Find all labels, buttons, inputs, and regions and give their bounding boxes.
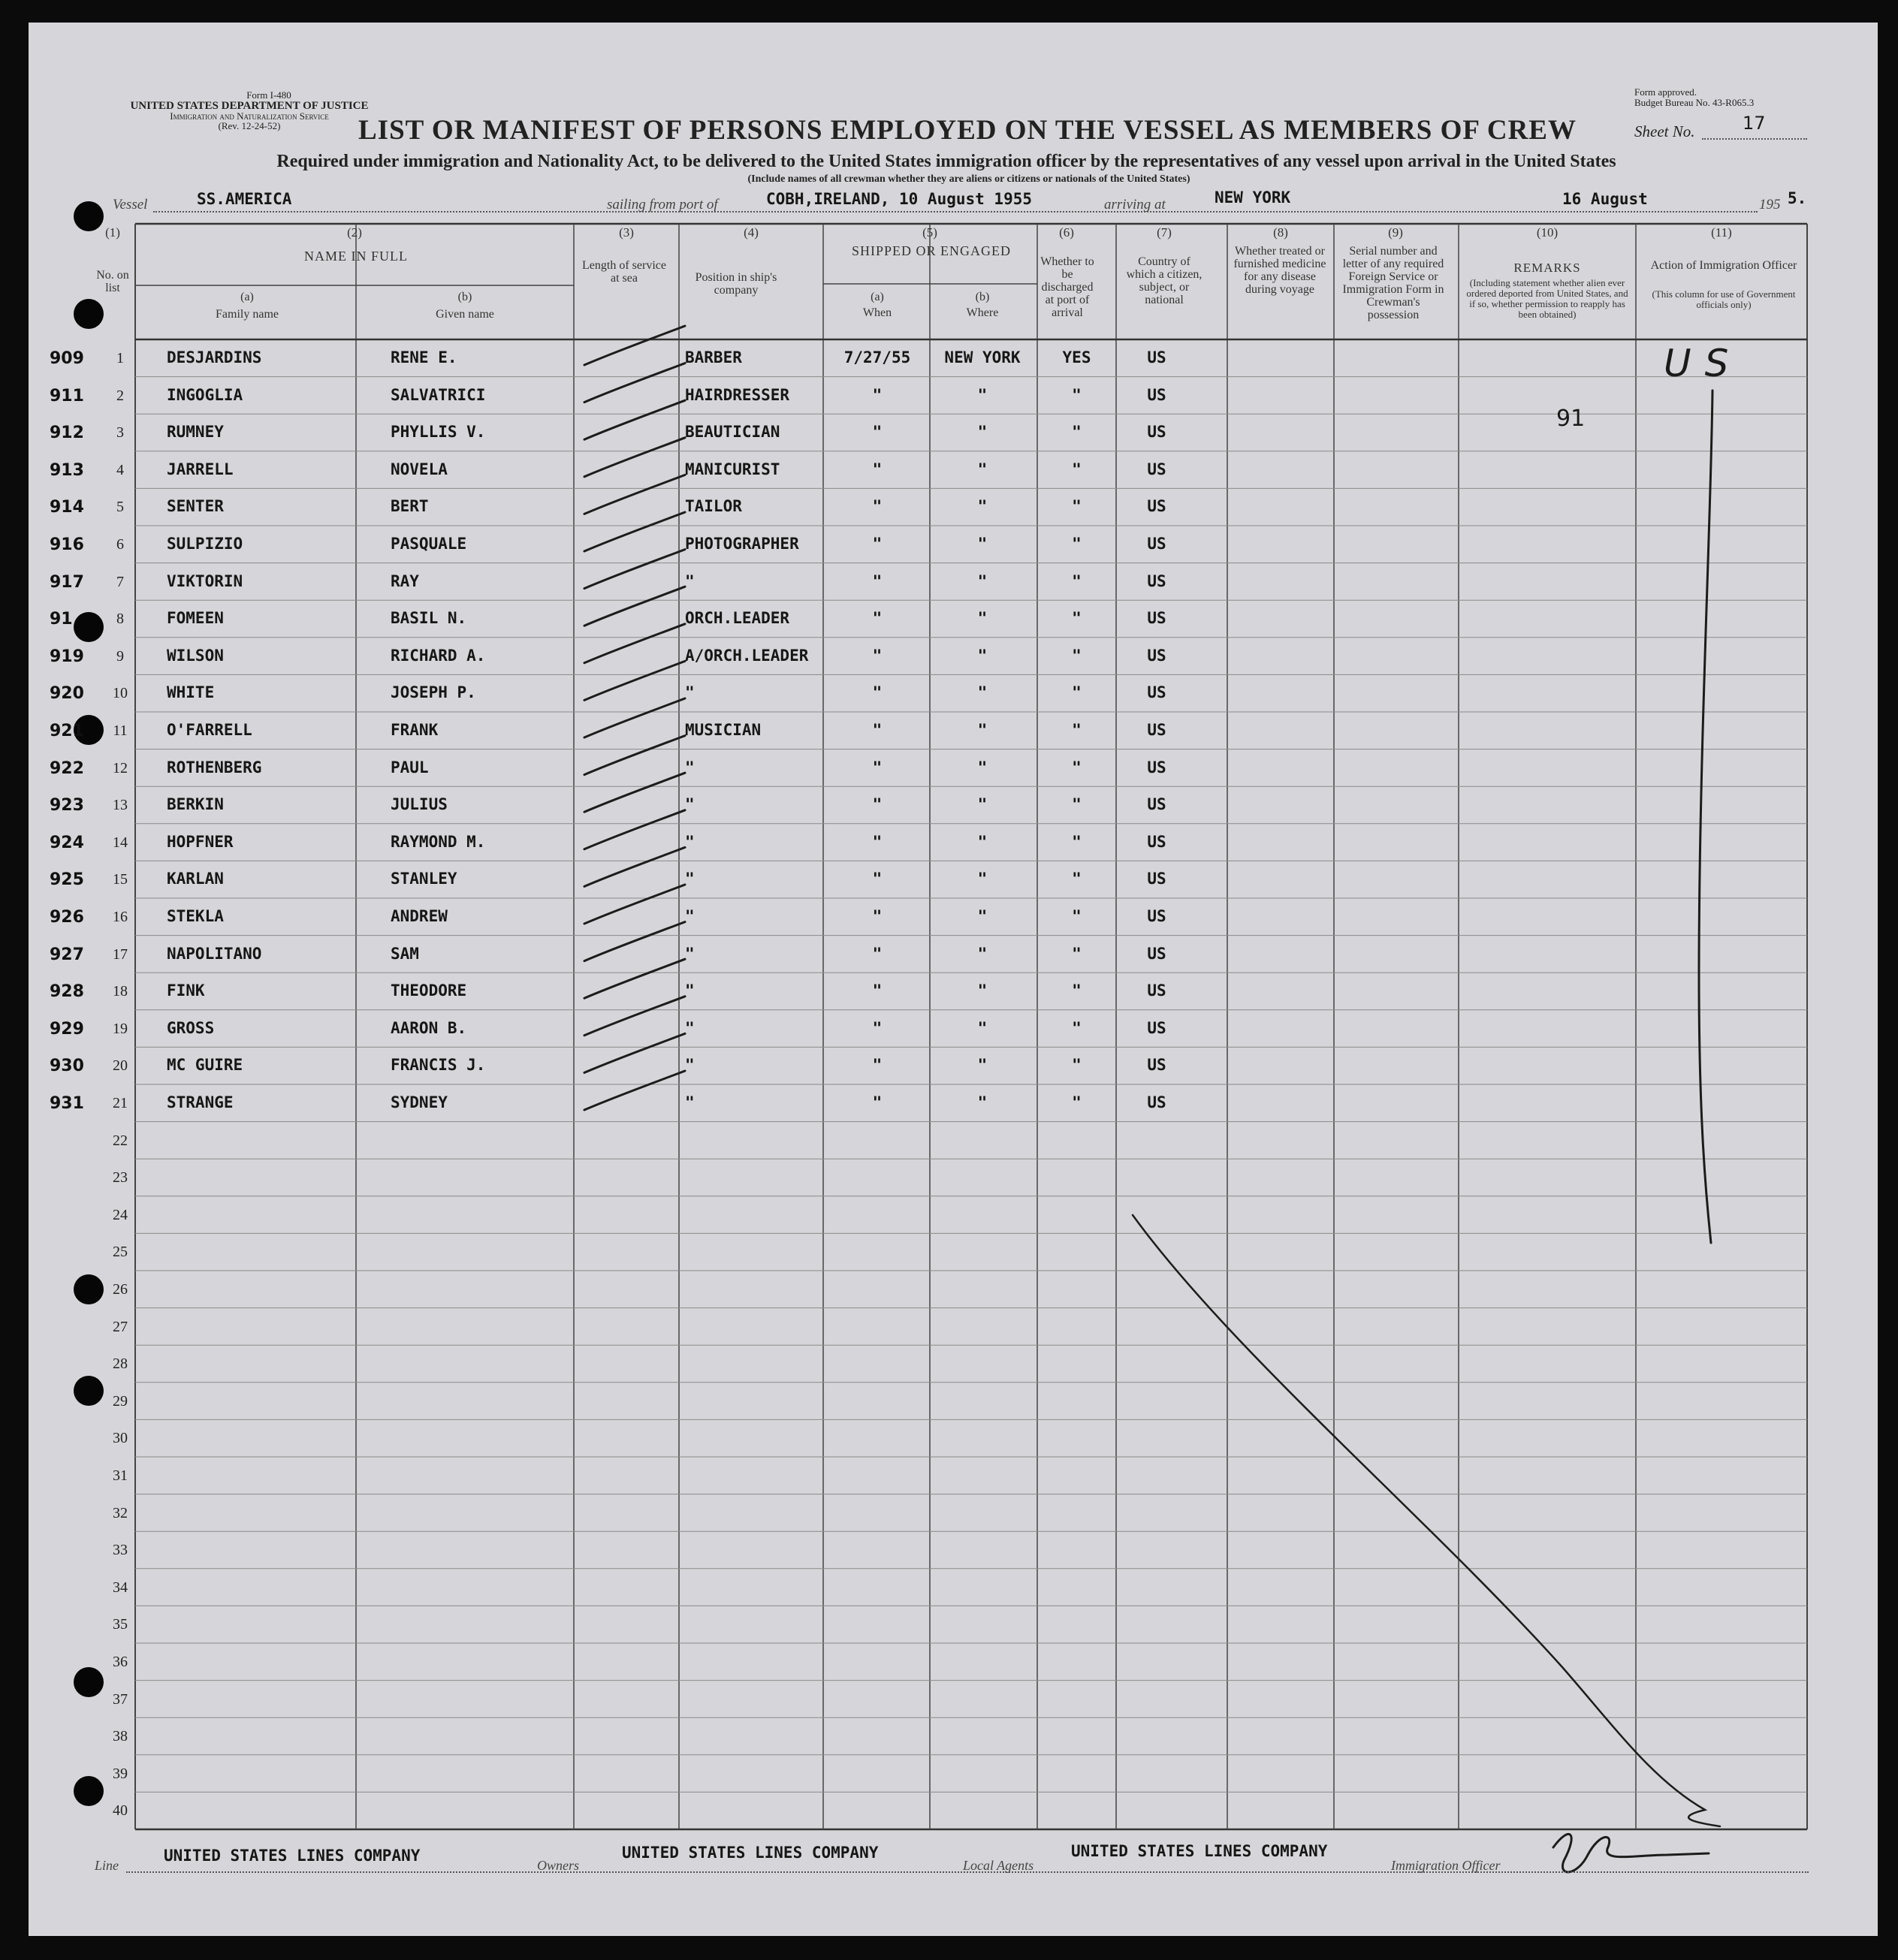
header-remarks-note: (Including statement whether alien ever ordered deported from United States, and if so, whether permission to reapply has been obtained) [1466, 277, 1628, 320]
given-name: RENE E. [391, 348, 457, 366]
row-number: 27 [113, 1318, 128, 1335]
family-name: RUMNEY [167, 423, 224, 442]
country: US [1147, 982, 1166, 1000]
header-position: Position in ship's company [695, 271, 777, 297]
check-mark [584, 661, 685, 700]
position: " [685, 758, 695, 776]
shipped-when: " [872, 423, 883, 442]
position: " [685, 1018, 695, 1037]
given-name: SAM [391, 944, 419, 963]
row-number: 15 [113, 871, 128, 888]
shipped-where: " [977, 870, 988, 888]
agents-company: UNITED STATES LINES COMPANY [1071, 1842, 1328, 1860]
shipped-where: " [977, 795, 988, 814]
check-mark [584, 624, 685, 663]
sequence-number: 924 [50, 833, 84, 852]
check-mark [584, 363, 685, 403]
row-number: 8 [116, 611, 124, 628]
service: Immigration and Naturalization Service [170, 110, 329, 122]
row-number: 36 [113, 1654, 128, 1670]
header-serial: Serial number and letter of any required Foreign Service or Immigration Form in Crewman's possession [1342, 245, 1444, 321]
given-name: FRANK [391, 721, 439, 739]
discharged: " [1072, 944, 1082, 963]
shipped-where: " [977, 460, 988, 478]
check-mark [584, 736, 685, 775]
discharged: " [1072, 497, 1082, 516]
check-mark [584, 550, 685, 589]
row-number: 12 [113, 759, 128, 776]
sheet-number: 17 [1743, 113, 1766, 134]
discharged: " [1072, 721, 1082, 739]
shipped-when: " [872, 646, 883, 665]
position: MANICURIST [685, 460, 780, 478]
family-name: ROTHENBERG [167, 758, 262, 776]
family-name: SENTER [167, 497, 224, 516]
discharged: " [1072, 646, 1082, 665]
country: US [1147, 832, 1166, 851]
discharged: YES [1062, 348, 1091, 366]
row-number: 5 [116, 499, 124, 516]
row-number: 9 [116, 647, 124, 665]
line-label: Line [95, 1858, 119, 1873]
check-mark [584, 847, 685, 886]
discharged: " [1072, 870, 1082, 888]
officer-signature [1553, 1834, 1709, 1872]
country: US [1147, 646, 1166, 665]
position: " [685, 982, 695, 1000]
row-number: 19 [113, 1020, 128, 1037]
check-mark [584, 698, 685, 737]
family-name: DESJARDINS [167, 348, 262, 366]
budget-bureau: Budget Bureau No. 43-R065.3 [1634, 97, 1755, 108]
given-name: FRANCIS J. [391, 1056, 486, 1075]
check-mark [584, 438, 685, 477]
country: US [1147, 571, 1166, 590]
check-mark [584, 1033, 685, 1072]
sequence-number: 909 [50, 349, 84, 368]
position: " [685, 870, 695, 888]
header-family-letter: (a) [240, 291, 254, 303]
shipped-when: " [872, 1018, 883, 1037]
position: " [685, 683, 695, 702]
position: " [685, 907, 695, 925]
discharged: " [1072, 535, 1082, 553]
header-given-name: Given name [436, 308, 494, 321]
line-company: UNITED STATES LINES COMPANY [164, 1847, 421, 1865]
check-mark [584, 586, 685, 626]
given-name: JULIUS [391, 795, 448, 814]
sheet-label: Sheet No. [1634, 122, 1695, 140]
form-number: Form I-480 [246, 89, 291, 101]
position: TAILOR [685, 497, 742, 516]
shipped-where: " [977, 832, 988, 851]
header-medicine: Whether treated or furnished medicine for any disease during voyage [1233, 245, 1326, 296]
given-name: NOVELA [391, 460, 448, 478]
column-number: (9) [1388, 225, 1403, 240]
family-name: HOPFNER [167, 832, 234, 851]
header-country: Country of which a citizen, subject, or national [1126, 255, 1202, 306]
position: MUSICIAN [685, 721, 762, 739]
subtitle: Required under immigration and Nationality Act, to be delivered to the United States immigration officer by the representatives of any vessel upon arrival in the United States [276, 152, 1616, 171]
family-name: STRANGE [167, 1093, 234, 1111]
sequence-number: 919 [50, 647, 84, 666]
check-mark [584, 773, 685, 812]
given-name: SYDNEY [391, 1093, 448, 1111]
position: PHOTOGRAPHER [685, 535, 799, 553]
position: ORCH.LEADER [685, 609, 790, 628]
header-action: Action of Immigration Officer [1650, 259, 1797, 272]
header-when-letter: (a) [871, 291, 884, 303]
country: US [1147, 758, 1166, 776]
row-number: 35 [113, 1616, 128, 1633]
shipped-when: " [872, 721, 883, 739]
shipped-when: " [872, 683, 883, 702]
shipped-where: " [977, 385, 988, 404]
vessel-label: Vessel [113, 197, 148, 213]
shipped-when: " [872, 795, 883, 814]
header-when: When [862, 306, 892, 319]
given-name: ANDREW [391, 907, 448, 925]
position: " [685, 795, 695, 814]
row-number: 13 [113, 797, 128, 814]
diagonal-line [1133, 1215, 1720, 1826]
row-number: 30 [113, 1430, 128, 1447]
given-name: AARON B. [391, 1018, 467, 1037]
family-name: INGOGLIA [167, 385, 243, 404]
given-name: THEODORE [391, 982, 467, 1000]
sequence-number: 913 [50, 460, 84, 480]
shipped-when: " [872, 944, 883, 963]
agents-label: Local Agents [963, 1858, 1034, 1873]
header-name-in-full: NAME IN FULL [304, 249, 408, 264]
family-name: JARRELL [167, 460, 234, 478]
position: " [685, 832, 695, 851]
shipped-where: " [977, 571, 988, 590]
row-number: 31 [113, 1467, 128, 1484]
row-number: 22 [113, 1132, 128, 1149]
country: US [1147, 348, 1166, 366]
arriving-at: NEW YORK [1215, 188, 1291, 207]
header-action-note: (This column for use of Government officials only) [1652, 288, 1796, 310]
family-name: KARLAN [167, 870, 224, 888]
sequence-number: 925 [50, 870, 84, 890]
sequence-number: 914 [50, 498, 84, 517]
check-mark [584, 922, 685, 961]
position: HAIRDRESSER [685, 385, 790, 404]
shipped-where: " [977, 721, 988, 739]
country: US [1147, 385, 1166, 404]
shipped-when: " [872, 571, 883, 590]
family-name: VIKTORIN [167, 571, 243, 590]
discharged: " [1072, 795, 1082, 814]
position: BEAUTICIAN [685, 423, 780, 442]
row-number: 17 [113, 945, 128, 963]
country: US [1147, 721, 1166, 739]
row-number: 40 [113, 1802, 128, 1820]
row-number: 10 [113, 685, 128, 702]
row-number: 24 [113, 1206, 128, 1223]
family-name: WHITE [167, 683, 215, 702]
given-name: PHYLLIS V. [391, 423, 486, 442]
shipped-when: " [872, 385, 883, 404]
year-suffix: 5. [1788, 189, 1807, 207]
row-number: 18 [113, 983, 128, 1000]
action-handwritten: US [1664, 342, 1743, 385]
given-name: STANLEY [391, 870, 457, 888]
department: UNITED STATES DEPARTMENT OF JUSTICE [130, 100, 369, 112]
column-number: (1) [105, 225, 120, 240]
remarks-handwritten: 91 [1556, 406, 1586, 432]
row-number: 26 [113, 1281, 128, 1298]
discharged: " [1072, 907, 1082, 925]
discharged: " [1072, 1093, 1082, 1111]
shipped-where: " [977, 944, 988, 963]
given-name: RAY [391, 571, 419, 590]
check-mark [584, 997, 685, 1036]
header-shipped-engaged: SHIPPED OR ENGAGED [851, 243, 1011, 258]
column-number: (3) [619, 225, 634, 240]
sequence-number: 921 [50, 722, 84, 740]
row-number: 20 [113, 1057, 128, 1075]
country: US [1147, 609, 1166, 628]
column-number: (5) [922, 225, 937, 240]
sailing-from: COBH,IRELAND, 10 August 1955 [766, 190, 1033, 208]
check-mark [584, 959, 685, 998]
shipped-when: " [872, 832, 883, 851]
given-name: JOSEPH P. [391, 683, 476, 702]
country: US [1147, 423, 1166, 442]
row-number: 23 [113, 1169, 128, 1187]
position: " [685, 1093, 695, 1111]
form-approved: Form approved. [1634, 86, 1697, 98]
given-name: RAYMOND M. [391, 832, 486, 851]
shipped-where: " [977, 1018, 988, 1037]
header-remarks: REMARKS [1513, 261, 1581, 275]
country: US [1147, 683, 1166, 702]
arriving-label: arriving at [1104, 197, 1166, 213]
country: US [1147, 535, 1166, 553]
check-mark [584, 400, 685, 439]
check-mark [584, 1071, 685, 1110]
shipped-when: " [872, 870, 883, 888]
sequence-number: 930 [50, 1057, 84, 1076]
header-where-letter: (b) [975, 291, 990, 303]
country: US [1147, 795, 1166, 814]
sailing-label: sailing from port of [607, 197, 718, 213]
country: US [1147, 1018, 1166, 1037]
shipped-when: " [872, 609, 883, 628]
check-mark [584, 810, 685, 849]
country: US [1147, 1056, 1166, 1075]
discharged: " [1072, 1018, 1082, 1037]
header-given-letter: (b) [457, 291, 472, 303]
row-number: 38 [113, 1728, 128, 1745]
position: " [685, 571, 695, 590]
position: " [685, 1056, 695, 1075]
shipped-where: " [977, 497, 988, 516]
shipped-when: " [872, 535, 883, 553]
shipped-when: " [872, 1056, 883, 1075]
vessel-name: SS.AMERICA [197, 190, 292, 208]
family-name: NAPOLITANO [167, 944, 262, 963]
row-number: 33 [113, 1542, 128, 1559]
row-number: 2 [116, 387, 124, 404]
position: A/ORCH.LEADER [685, 646, 809, 665]
discharged: " [1072, 385, 1082, 404]
row-number: 25 [113, 1244, 128, 1261]
discharged: " [1072, 460, 1082, 478]
arrival-date: 16 August [1562, 190, 1648, 208]
family-name: MC GUIRE [167, 1056, 243, 1075]
row-number: 14 [113, 834, 128, 851]
family-name: O'FARRELL [167, 721, 252, 739]
year-prefix: 195 [1759, 197, 1781, 213]
column-number: (8) [1273, 225, 1288, 240]
country: US [1147, 497, 1166, 516]
shipped-when: " [872, 497, 883, 516]
column-number: (10) [1536, 225, 1559, 240]
shipped-when: " [872, 907, 883, 925]
shipped-where: " [977, 683, 988, 702]
column-number: (6) [1059, 225, 1074, 240]
footer-underline [126, 1871, 1809, 1873]
shipped-where: NEW YORK [944, 348, 1021, 366]
shipped-when: " [872, 1093, 883, 1111]
column-number: (7) [1157, 225, 1172, 240]
shipped-where: " [977, 907, 988, 925]
shipped-where: " [977, 982, 988, 1000]
row-number: 28 [113, 1355, 128, 1373]
country: US [1147, 1093, 1166, 1111]
family-name: WILSON [167, 646, 224, 665]
shipped-where: " [977, 758, 988, 776]
row-number: 4 [116, 461, 124, 478]
shipped-where: " [977, 1056, 988, 1075]
sequence-number: 916 [50, 535, 84, 554]
sequence-number: 922 [50, 758, 84, 778]
sequence-number: 917 [50, 572, 84, 592]
discharged: " [1072, 683, 1082, 702]
discharged: " [1072, 832, 1082, 851]
column-number: (11) [1711, 225, 1732, 240]
given-name: BERT [391, 497, 429, 516]
header-discharged: Whether to be discharged at port of arrival [1040, 255, 1094, 319]
check-mark [584, 512, 685, 551]
revision: (Rev. 12-24-52) [218, 120, 281, 131]
family-name: FOMEEN [167, 609, 224, 628]
shipped-where: " [977, 535, 988, 553]
header-length-of-service: Length of service at sea [582, 259, 666, 285]
discharged: " [1072, 609, 1082, 628]
sequence-number: 920 [50, 684, 84, 704]
owners-label: Owners [537, 1858, 580, 1873]
family-name: BERKIN [167, 795, 224, 814]
column-number: (4) [744, 225, 759, 240]
sequence-number: 911 [50, 386, 84, 406]
sequence-number: 928 [50, 982, 84, 1002]
given-name: SALVATRICI [391, 385, 486, 404]
given-name: PASQUALE [391, 535, 467, 553]
row-number: 29 [113, 1392, 128, 1410]
discharged: " [1072, 982, 1082, 1000]
bracket-line [1699, 390, 1712, 1243]
instruction-note: (Include names of all crewman whether they are aliens or citizens or nationals of the United States) [747, 173, 1190, 185]
shipped-where: " [977, 646, 988, 665]
family-name: SULPIZIO [167, 535, 243, 553]
sequence-number: 923 [50, 796, 84, 816]
row-number: 34 [113, 1579, 128, 1596]
check-mark [584, 326, 685, 365]
shipped-when: " [872, 460, 883, 478]
family-name: GROSS [167, 1018, 215, 1037]
family-name: FINK [167, 982, 205, 1000]
sequence-number: 931 [50, 1094, 84, 1113]
row-number: 7 [116, 573, 124, 590]
given-name: RICHARD A. [391, 646, 486, 665]
row-number: 39 [113, 1765, 128, 1782]
row-number: 11 [113, 722, 128, 739]
row-number: 37 [113, 1690, 128, 1708]
country: US [1147, 460, 1166, 478]
sequence-number: 929 [50, 1019, 84, 1039]
row-number: 6 [116, 536, 124, 553]
check-mark [584, 475, 685, 514]
discharged: " [1072, 423, 1082, 442]
officer-label: Immigration Officer [1391, 1858, 1501, 1873]
given-name: PAUL [391, 758, 429, 776]
page-title: LIST OR MANIFEST OF PERSONS EMPLOYED ON THE VESSEL AS MEMBERS OF CREW [358, 115, 1577, 146]
shipped-when: " [872, 982, 883, 1000]
sequence-number: 926 [50, 908, 84, 927]
given-name: BASIL N. [391, 609, 467, 628]
check-mark [584, 885, 685, 924]
country: US [1147, 870, 1166, 888]
row-number: 32 [113, 1504, 128, 1521]
row-number: 16 [113, 909, 128, 925]
row-number: 1 [116, 350, 124, 366]
sequence-number: 912 [50, 424, 84, 443]
discharged: " [1072, 571, 1082, 590]
discharged: " [1072, 1056, 1082, 1075]
row-number: 21 [113, 1095, 128, 1111]
shipped-where: " [977, 609, 988, 628]
header-no-on-list: No. on list [96, 269, 129, 294]
row-number: 3 [116, 424, 124, 442]
shipped-when: " [872, 758, 883, 776]
shipped-where: " [977, 1093, 988, 1111]
column-number: (2) [347, 225, 362, 240]
family-name: STEKLA [167, 907, 224, 925]
country: US [1147, 907, 1166, 925]
sequence-number: 927 [50, 945, 84, 964]
owners-company: UNITED STATES LINES COMPANY [622, 1844, 879, 1862]
sequence-number: 91 [50, 610, 73, 629]
position: BARBER [685, 348, 742, 366]
shipped-when: 7/27/55 [843, 348, 911, 366]
shipped-where: " [977, 423, 988, 442]
header-where: Where [966, 306, 999, 319]
header-family-name: Family name [216, 308, 279, 321]
position: " [685, 944, 695, 963]
discharged: " [1072, 758, 1082, 776]
country: US [1147, 944, 1166, 963]
